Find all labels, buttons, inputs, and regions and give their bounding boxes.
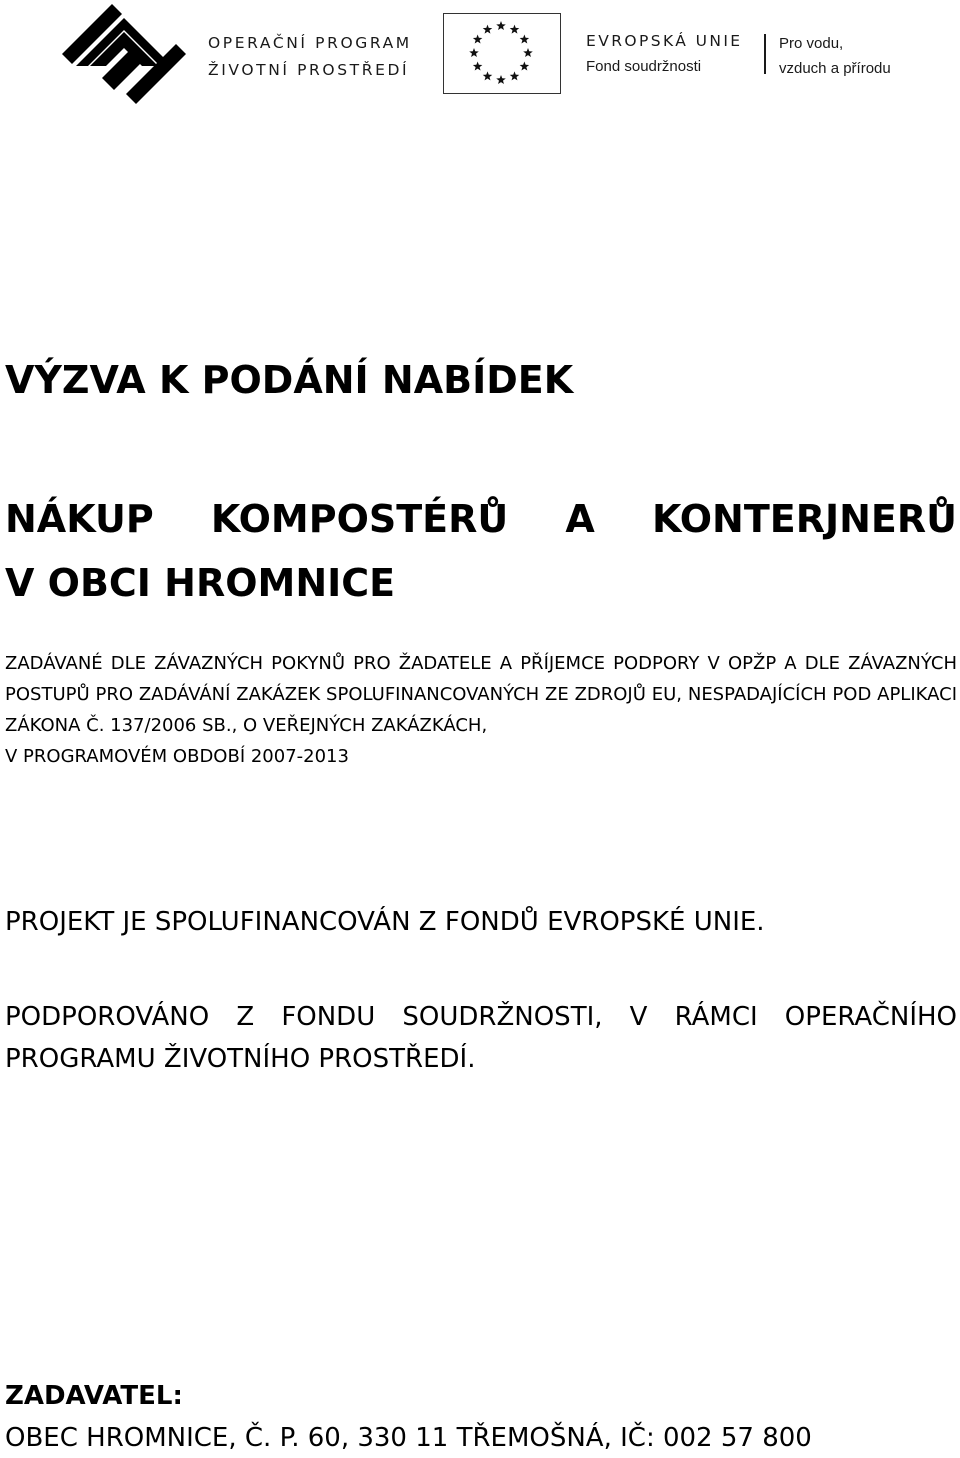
eu-fund-label [586,30,742,78]
eu-star-icon [473,35,483,44]
slogan [779,31,891,81]
legal-basis-main: ZADÁVANÉ DLE ZÁVAZNÝCH POKYNŮ PRO ŽADATELE A PŘÍJEMCE PODPORY V OPŽP A DLE ZÁVAZNÝCH POSTUPŮ PRO ZADÁVÁNÍ ZAKÁZEK SPOLUFINANCOVANÝCH ZE ZDROJŮ EU, NESPADAJÍCÍCH POD APLIKACI ZÁKONA Č. 137/2006 SB., O VEŘEJNÝCH ZAKÁZKÁCH, [5,653,957,736]
support-word: SOUDRŽNOSTI, [402,1002,603,1032]
subject-word: A [565,497,595,541]
subject-word: KOMPOSTÉRŮ [210,497,509,541]
eu-title: EVROPSKÁ UNIE [586,32,743,50]
support-statement [5,996,957,1080]
header-divider [764,34,766,74]
support-word: Z [236,1002,255,1032]
eu-fund-name: Fond soudržnosti [586,58,702,75]
contracting-authority-label: ZADAVATEL: [5,1381,183,1411]
document-title: VÝZVA K PODÁNÍ NABÍDEK [5,358,574,402]
slogan-line1: Pro vodu, [779,35,844,52]
subject-line1 [5,487,957,551]
eu-star-icon [469,48,479,57]
support-word: OPERAČNÍHO [784,1002,957,1032]
cofinancing-statement: PROJEKT JE SPOLUFINANCOVÁN Z FONDŮ EVROPSKÉ UNIE. [5,907,765,937]
opzp-logo-icon [62,4,186,104]
opzp-line2: ŽIVOTNÍ PROSTŘEDÍ [208,61,410,79]
eu-star-icon [473,62,483,71]
eu-star-icon [496,21,506,30]
legal-basis-text [5,648,957,772]
legal-basis-period: V PROGRAMOVÉM OBDOBÍ 2007-2013 [5,746,349,767]
contracting-authority-value: OBEC HROMNICE, Č. P. 60, 330 11 TŘEMOŠNÁ, IČ: 002 57 800 [5,1423,812,1453]
support-statement-line2: PROGRAMU ŽIVOTNÍHO PROSTŘEDÍ. [5,1044,476,1074]
subject-line2: V OBCI HROMNICE [5,561,396,605]
eu-star-icon [520,35,530,44]
eu-star-icon [496,75,506,84]
eu-star-icon [520,62,530,71]
support-word: PODPOROVÁNO [5,1002,210,1032]
eu-star-icon [523,48,533,57]
subject-word: KONTERJNERŮ [651,497,957,541]
opzp-line1: OPERAČNÍ PROGRAM [208,34,412,52]
support-word: RÁMCI [674,1002,758,1032]
subject-word: NÁKUP [5,497,154,541]
eu-star-icon [483,25,493,34]
header [0,0,960,110]
eu-star-icon [483,71,493,80]
eu-flag-icon [443,13,561,94]
support-word: FONDU [281,1002,376,1032]
eu-stars-icon [444,14,559,92]
opzp-program-name [208,30,412,84]
support-statement-line1 [5,996,957,1038]
eu-star-icon [510,25,520,34]
slogan-line2: vzduch a přírodu [779,60,891,77]
support-word: V [629,1002,648,1032]
document-subject [5,487,957,615]
eu-star-icon [510,71,520,80]
